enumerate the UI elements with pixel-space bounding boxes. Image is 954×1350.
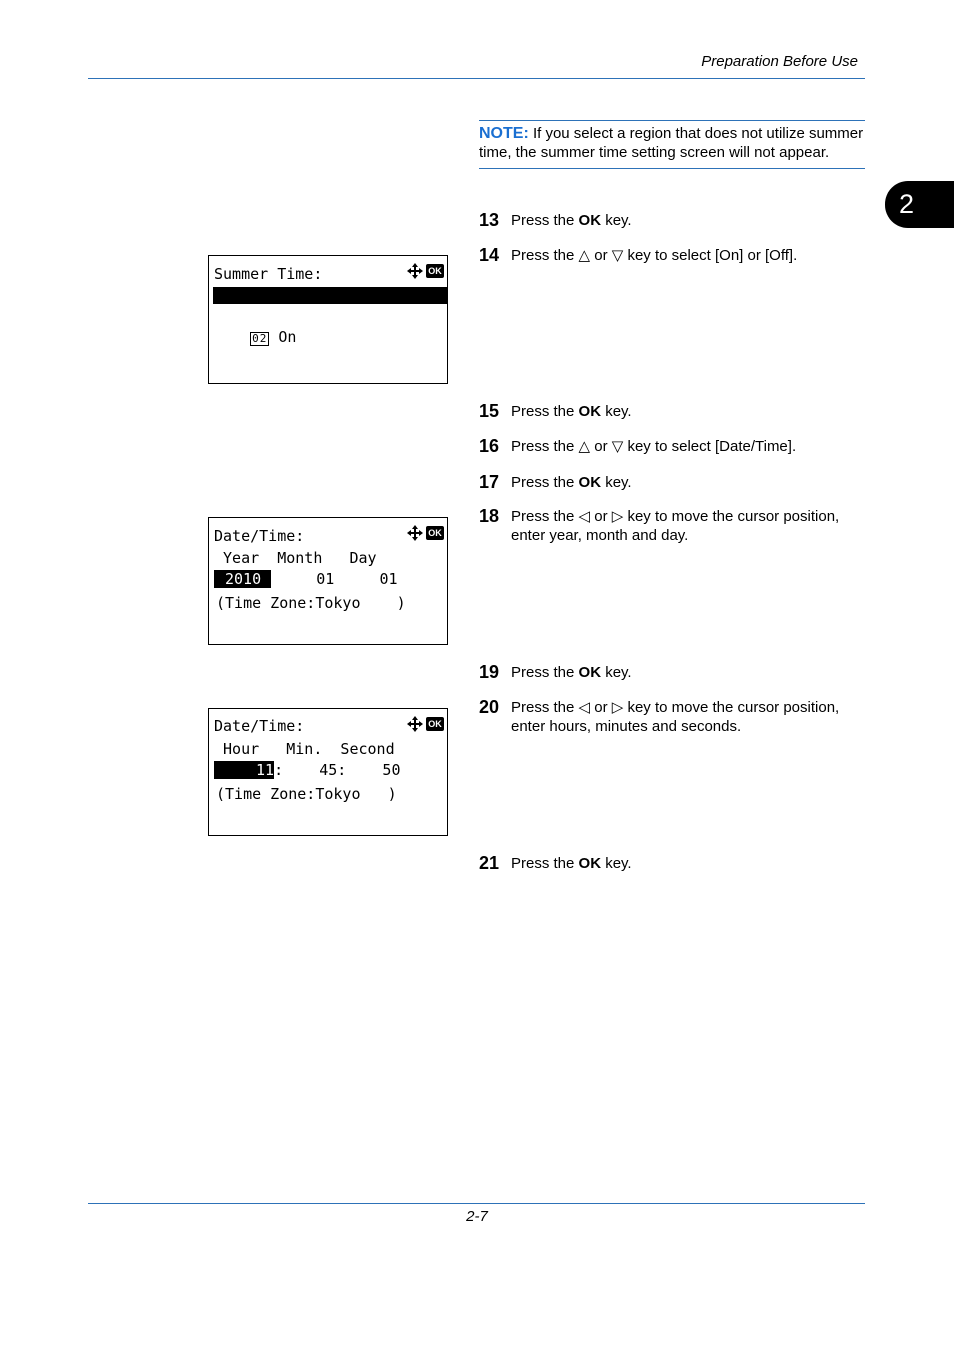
date-column-headers: Year Month Day <box>214 549 377 567</box>
step-17 <box>479 473 869 492</box>
year-field[interactable]: 2010 <box>214 570 271 588</box>
lcd-summer-time-screen <box>208 255 448 384</box>
screen-title: Summer Time: <box>214 265 323 283</box>
note-label: NOTE: <box>479 125 529 142</box>
month-day-values: 01 01 <box>271 570 398 588</box>
cross-arrows-icon <box>407 525 423 541</box>
screen-title: Date/Time: <box>214 527 305 545</box>
ok-key-label: OK <box>578 474 602 491</box>
time-column-headers: Hour Min. Second <box>214 740 395 758</box>
step-15 <box>479 402 869 421</box>
step-13 <box>479 211 869 230</box>
step-text: Press the OK key. <box>511 403 632 420</box>
step-number: 21 <box>479 853 500 873</box>
hour-field[interactable]: 11 <box>214 761 274 779</box>
note-box <box>479 120 865 169</box>
lcd-date-screen <box>208 517 448 645</box>
ok-key-label: OK <box>578 664 602 681</box>
ok-icon: OK <box>426 264 444 278</box>
step-number: 18 <box>479 506 500 526</box>
step-text: Press the ◁ or ▷ key to move the cursor position, enter hours, minutes and seconds. <box>511 699 840 735</box>
step-21 <box>479 854 869 873</box>
ok-icon: OK <box>426 526 444 540</box>
note-text: If you select a region that does not utilize summer time, the summer time setting screen will not appear. <box>479 125 864 161</box>
step-number: 20 <box>479 697 500 717</box>
header-title: Preparation Before Use <box>701 53 858 70</box>
step-text: Press the OK key. <box>511 212 632 229</box>
step-text: Press the OK key. <box>511 664 632 681</box>
item-label: *Off <box>269 304 306 322</box>
ok-key-label: OK <box>578 212 602 229</box>
step-number: 19 <box>479 662 500 682</box>
step-number: 14 <box>479 245 500 265</box>
ok-key-label: OK <box>578 403 602 420</box>
item-label: On <box>278 328 297 346</box>
step-number: 13 <box>479 210 500 230</box>
step-19 <box>479 663 869 682</box>
step-number: 15 <box>479 401 500 421</box>
step-text: Press the ◁ or ▷ key to move the cursor position, enter year, month and day. <box>511 508 840 544</box>
cross-arrows-icon <box>407 716 423 732</box>
menu-item-on[interactable] <box>214 310 296 364</box>
time-zone-line: (Time Zone:Tokyo ) <box>216 785 397 803</box>
step-text: Press the △ or ▽ key to select [On] or [Off]. <box>511 247 798 264</box>
time-zone-line: (Time Zone:Tokyo ) <box>216 594 406 612</box>
step-number: 17 <box>479 472 500 492</box>
date-values <box>214 570 398 588</box>
chapter-tab: 2 <box>885 181 954 228</box>
step-18 <box>479 507 869 545</box>
min-sec-values: : 45: 50 <box>274 761 401 779</box>
step-text: Press the OK key. <box>511 855 632 872</box>
screen-icons <box>407 716 444 732</box>
lcd-time-screen <box>208 708 448 836</box>
ok-icon: OK <box>426 717 444 731</box>
step-14 <box>479 246 869 265</box>
footer-rule <box>88 1203 865 1204</box>
screen-title: Date/Time: <box>214 717 305 735</box>
step-text: Press the △ or ▽ key to select [Date/Time]. <box>511 438 797 455</box>
ok-key-label: OK <box>578 855 602 872</box>
step-text: Press the OK key. <box>511 474 632 491</box>
cross-arrows-icon <box>407 263 423 279</box>
item-number: 01 <box>252 308 268 321</box>
time-values <box>214 761 401 779</box>
step-16 <box>479 437 869 456</box>
header-rule <box>88 78 865 79</box>
page-number: 2-7 <box>466 1208 488 1225</box>
item-number: 02 <box>252 332 268 345</box>
screen-icons <box>407 525 444 541</box>
step-20 <box>479 698 869 736</box>
screen-icons <box>407 263 444 279</box>
step-number: 16 <box>479 436 500 456</box>
